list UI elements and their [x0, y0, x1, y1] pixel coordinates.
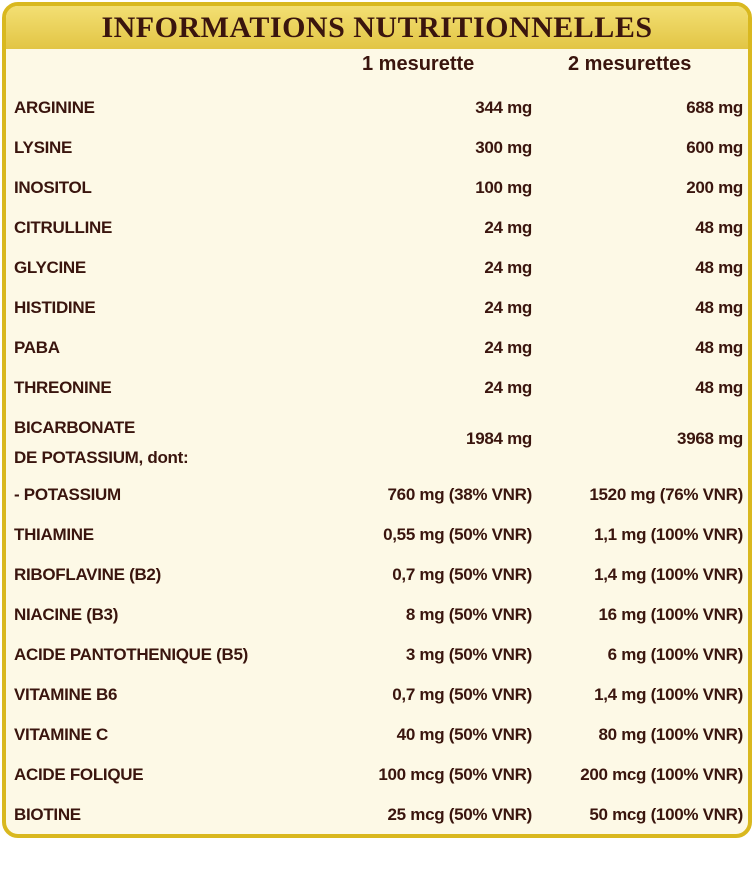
nutrient-name-line-1: BICARBONATE: [14, 418, 136, 437]
table-row: [6, 407, 748, 474]
nutrient-name: GLYCINE: [14, 258, 86, 277]
table-row: [6, 474, 748, 514]
value-2-scoops: 1520 mg (76% VNR): [589, 485, 743, 504]
value-2-scoops: 6 mg (100% VNR): [607, 645, 743, 664]
nutrient-name: VITAMINE C: [14, 725, 108, 744]
table-row: [6, 87, 748, 127]
nutrient-name: ACIDE FOLIQUE: [14, 765, 144, 784]
table-row: [6, 327, 748, 367]
table-row: [6, 594, 748, 634]
nutrient-name: LYSINE: [14, 138, 73, 157]
table-row: [6, 754, 748, 794]
nutrient-name: THIAMINE: [14, 525, 94, 544]
value-2-scoops: 200 mg: [686, 178, 743, 197]
nutrition-panel: [2, 2, 752, 838]
table-row: [6, 167, 748, 207]
value-2-scoops: 48 mg: [695, 378, 743, 397]
table-row: [6, 794, 748, 834]
column-header-1-scoop: 1 mesurette: [362, 53, 475, 75]
value-1-scoop: 25 mcg (50% VNR): [387, 805, 532, 824]
value-1-scoop: 344 mg: [475, 98, 532, 117]
table-row: [6, 207, 748, 247]
table-row: [6, 634, 748, 674]
nutrient-name: INOSITOL: [14, 178, 92, 197]
value-1-scoop: 24 mg: [484, 218, 532, 237]
value-2-scoops: 16 mg (100% VNR): [598, 605, 743, 624]
nutrient-name: BIOTINE: [14, 805, 81, 824]
value-2-scoops: 48 mg: [695, 218, 743, 237]
column-headers: [6, 49, 748, 87]
column-header-2-scoops: 2 mesurettes: [568, 53, 692, 75]
value-2-scoops: 48 mg: [695, 258, 743, 277]
table-row: [6, 367, 748, 407]
value-1-scoop: 24 mg: [484, 378, 532, 397]
value-1-scoop: 40 mg (50% VNR): [396, 725, 532, 744]
value-1-scoop: 0,7 mg (50% VNR): [392, 565, 532, 584]
table-row: [6, 714, 748, 754]
value-2-scoops: 48 mg: [695, 338, 743, 357]
value-1-scoop: 1984 mg: [466, 429, 532, 448]
nutrient-name: THREONINE: [14, 378, 112, 397]
value-1-scoop: 100 mg: [475, 178, 532, 197]
table-row: [6, 287, 748, 327]
nutrient-name: PABA: [14, 338, 60, 357]
nutrient-name: HISTIDINE: [14, 298, 96, 317]
value-1-scoop: 24 mg: [484, 258, 532, 277]
table-row: [6, 554, 748, 594]
value-1-scoop: 0,55 mg (50% VNR): [383, 525, 532, 544]
value-2-scoops: 600 mg: [686, 138, 743, 157]
table-row: [6, 127, 748, 167]
nutrient-name: - POTASSIUM: [14, 485, 121, 504]
value-2-scoops: 200 mcg (100% VNR): [580, 765, 743, 784]
table-row: [6, 674, 748, 714]
value-2-scoops: 688 mg: [686, 98, 743, 117]
panel-title: INFORMATIONS NUTRITIONNELLES: [101, 10, 653, 44]
value-2-scoops: 50 mcg (100% VNR): [589, 805, 743, 824]
value-1-scoop: 24 mg: [484, 298, 532, 317]
nutrient-name: CITRULLINE: [14, 218, 113, 237]
nutrient-name: VITAMINE B6: [14, 685, 118, 704]
value-1-scoop: 24 mg: [484, 338, 532, 357]
nutrient-name: ACIDE PANTOTHENIQUE (B5): [14, 645, 248, 664]
nutrient-name: NIACINE (B3): [14, 605, 119, 624]
table-row: [6, 247, 748, 287]
nutrient-name-line-2: DE POTASSIUM, dont:: [14, 448, 189, 467]
nutrient-name: RIBOFLAVINE (B2): [14, 565, 161, 584]
value-2-scoops: 80 mg (100% VNR): [598, 725, 743, 744]
value-1-scoop: 3 mg (50% VNR): [405, 645, 532, 664]
value-1-scoop: 0,7 mg (50% VNR): [392, 685, 532, 704]
nutrient-name: ARGININE: [14, 98, 95, 117]
value-1-scoop: 8 mg (50% VNR): [405, 605, 532, 624]
nutrient-name: [14, 413, 188, 473]
value-2-scoops: 1,4 mg (100% VNR): [594, 565, 743, 584]
title-bar: [6, 6, 748, 49]
value-1-scoop: 760 mg (38% VNR): [387, 485, 532, 504]
value-1-scoop: 300 mg: [475, 138, 532, 157]
value-2-scoops: 3968 mg: [677, 429, 743, 448]
value-2-scoops: 48 mg: [695, 298, 743, 317]
value-2-scoops: 1,4 mg (100% VNR): [594, 685, 743, 704]
table-row: [6, 514, 748, 554]
value-2-scoops: 1,1 mg (100% VNR): [594, 525, 743, 544]
value-1-scoop: 100 mcg (50% VNR): [378, 765, 532, 784]
